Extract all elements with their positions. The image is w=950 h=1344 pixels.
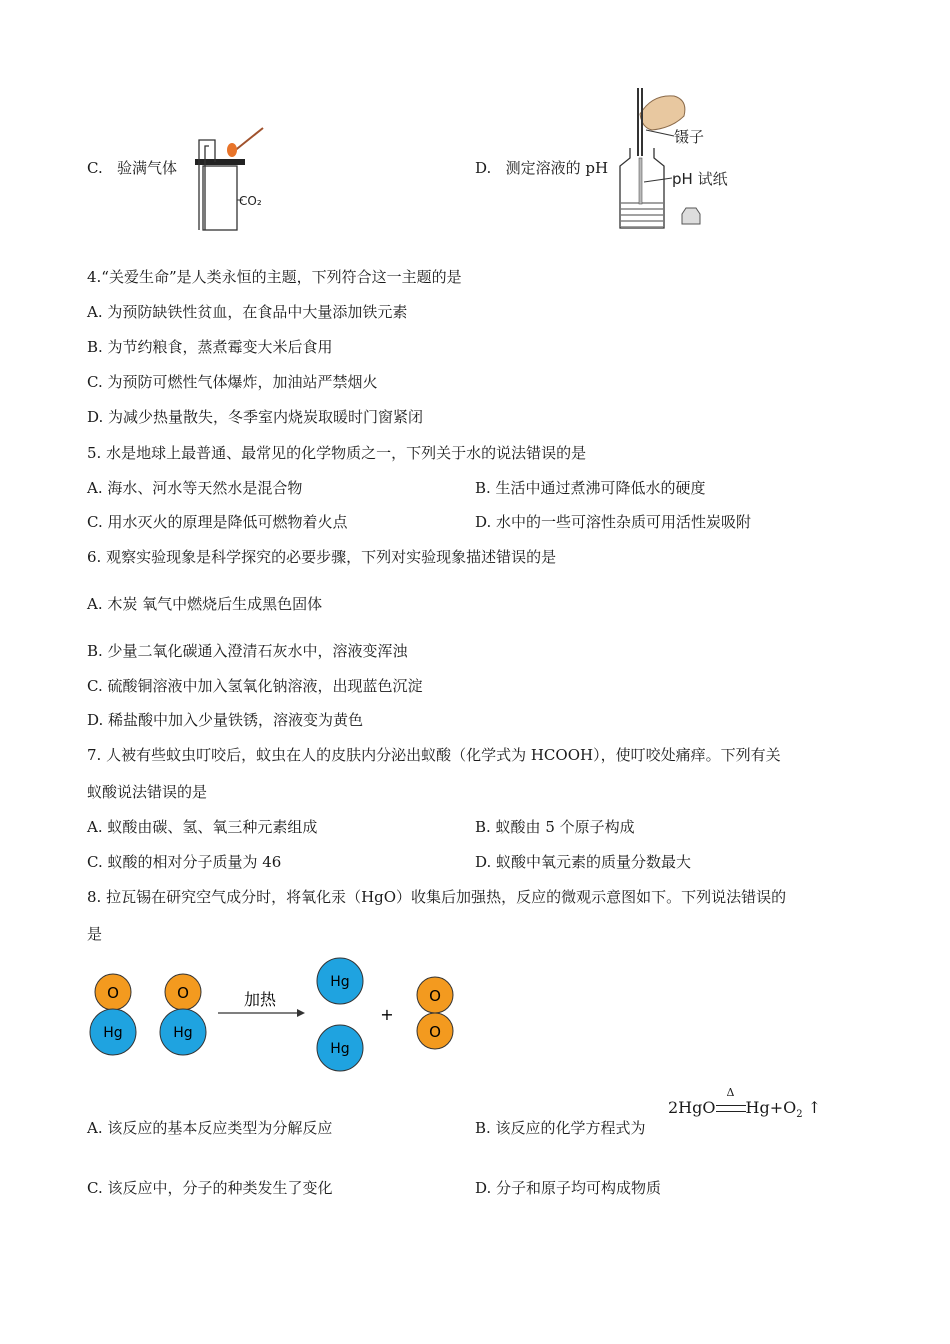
gas-bottle — [203, 166, 237, 230]
atom-hg-label: Hg — [330, 1041, 350, 1057]
gas-bottle-figure — [185, 122, 275, 237]
q3-option-d — [475, 157, 608, 178]
arrow-head-icon — [297, 1009, 305, 1017]
equation-subscript: 2 — [796, 1109, 803, 1121]
q8-option-c: C. 该反应中，分子的种类发生了变化 — [87, 1179, 333, 1197]
q6-stem: 6. 观察实验现象是科学探究的必要步骤，下列对实验现象描述错误的是 — [87, 548, 557, 566]
atom-hg-label: Hg — [103, 1025, 123, 1041]
atom-hg-label: Hg — [173, 1025, 193, 1041]
q3-option-c — [87, 157, 177, 178]
plus-sign: + — [380, 1005, 394, 1024]
glass-plate — [195, 159, 245, 165]
atom-o-label: O — [429, 1023, 441, 1041]
q8-stem-line1: 8. 拉瓦锡在研究空气成分时，将氧化汞（HgO）收集后加强热，反应的微观示意图如下。下列说法错误的 — [87, 888, 787, 906]
q7-option-d: D. 蚁酸中氧元素的质量分数最大 — [475, 853, 692, 871]
q4-option-d: D. 为减少热量散失，冬季室内烧炭取暖时门窗紧闭 — [87, 408, 424, 426]
q4-option-a: A. 为预防缺铁性贫血，在食品中大量添加铁元素 — [87, 303, 408, 321]
match-stick — [233, 128, 263, 152]
atom-hg-label: Hg — [330, 974, 350, 990]
q8-option-d: D. 分子和原子均可构成物质 — [475, 1179, 662, 1197]
ph-paper-label: pH 试纸 — [672, 170, 728, 188]
ph-test-figure — [612, 86, 752, 236]
q5-stem: 5. 水是地球上最普通、最常见的化学物质之一，下列关于水的说法错误的是 — [87, 444, 587, 462]
tweezers-label: 镊子 — [674, 128, 705, 146]
equation-left: 2HgO — [668, 1098, 716, 1117]
atom-o-label: O — [429, 987, 441, 1005]
q6-option-d: D. 稀盐酸中加入少量铁锈，溶液变为黄色 — [87, 711, 364, 729]
chemical-equation — [668, 1086, 822, 1121]
equation-arrow — [716, 1086, 746, 1117]
q3-option-d-label: D. — [475, 159, 492, 177]
q7-option-c: C. 蚁酸的相对分子质量为 46 — [87, 853, 282, 871]
q5-option-b: B. 生活中通过煮沸可降低水的硬度 — [475, 479, 706, 497]
hand-icon — [640, 96, 685, 130]
flame-icon — [227, 143, 237, 157]
delivery-tube — [199, 140, 215, 230]
reaction-diagram — [85, 955, 485, 1075]
q6-option-b: B. 少量二氧化碳通入澄清石灰水中，溶液变浑浊 — [87, 642, 408, 660]
q5-option-d: D. 水中的一些可溶性杂质可用活性炭吸附 — [475, 513, 752, 531]
q7-stem-line1: 7. 人被有些蚊虫叮咬后，蚊虫在人的皮肤内分泌出蚁酸（化学式为 HCOOH），使叮咬处痛痒。下列有关 — [87, 746, 781, 764]
q4-stem: 4.“关爱生命”是人类永恒的主题，下列符合这一主题的是 — [87, 268, 462, 286]
q8-stem-line2: 是 — [87, 925, 103, 943]
q6-option-a: A. 木炭 氧气中燃烧后生成黑色固体 — [87, 595, 323, 613]
equation-condition: Δ — [726, 1086, 735, 1099]
equation-right: Hg+O — [745, 1098, 797, 1117]
q7-option-a: A. 蚁酸由碳、氢、氧三种元素组成 — [87, 818, 318, 836]
q5-option-c: C. 用水灭火的原理是降低可燃物着火点 — [87, 513, 348, 531]
arrow-label: 加热 — [243, 990, 277, 1009]
gas-arrow-icon: ↑ — [807, 1098, 822, 1117]
q8-option-a: A. 该反应的基本反应类型为分解反应 — [87, 1119, 333, 1137]
bottle-stopper — [682, 208, 700, 224]
atom-o-label: O — [177, 984, 189, 1002]
q6-option-c: C. 硫酸铜溶液中加入氢氧化钠溶液，出现蓝色沉淀 — [87, 677, 423, 695]
atom-o-label: O — [107, 984, 119, 1002]
q7-option-b: B. 蚁酸由 5 个原子构成 — [475, 818, 635, 836]
q8-option-b: B. 该反应的化学方程式为 — [475, 1119, 646, 1137]
q5-option-a: A. 海水、河水等天然水是混合物 — [87, 479, 303, 497]
q4-option-c: C. 为预防可燃性气体爆炸，加油站严禁烟火 — [87, 373, 378, 391]
q3-option-c-text: 验满气体 — [117, 159, 178, 177]
co2-label: CO₂ — [239, 194, 262, 208]
ph-paper — [639, 158, 642, 204]
q4-option-b: B. 为节约粮食，蒸煮霉变大米后食用 — [87, 338, 333, 356]
q3-option-c-label: C. — [87, 159, 103, 177]
q7-stem-line2: 蚁酸说法错误的是 — [87, 783, 208, 801]
q3-option-d-text: 测定溶液的 pH — [505, 159, 609, 177]
